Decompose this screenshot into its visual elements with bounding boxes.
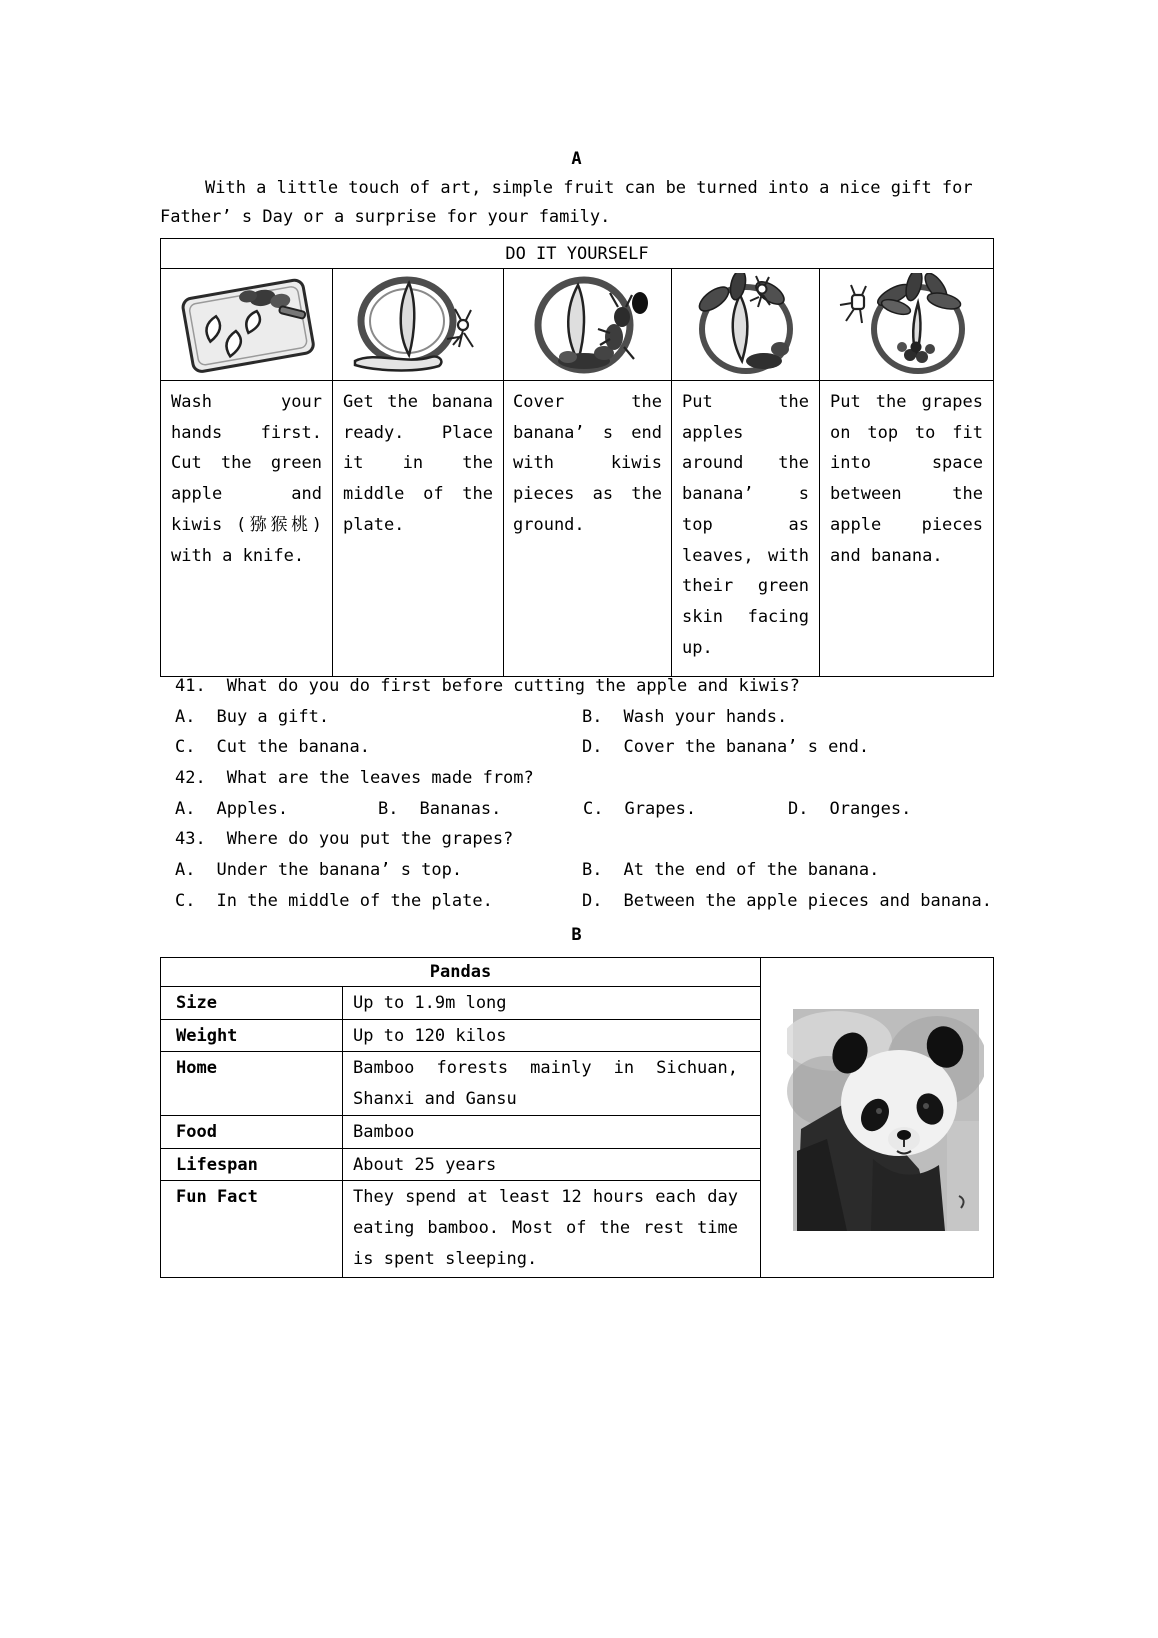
option-43-b: B. At the end of the banana. [582,860,880,881]
option-42-a: A. Apples. [175,798,289,819]
banana-on-plate-sketch [333,273,503,377]
pandas-table [160,957,994,1278]
pandas-row-value: Up to 120 kilos [343,1019,761,1052]
option-43-c: C. In the middle of the plate. [175,890,493,911]
pandas-row-value: They spend at least 12 hours each day eating bamboo. Most of the rest time is spent sleeping. [343,1181,761,1278]
option-42-d: D. Oranges. [788,798,912,819]
option-43-d: D. Between the apple pieces and banana. [582,890,992,911]
questions-block [160,671,993,917]
section-b-label: B [571,925,582,945]
question-41-stem: 41. What do you do first before cutting the apple and kiwis? [160,671,993,702]
diy-table [160,238,994,677]
diy-step-1-image-cell [161,269,333,381]
option-41-c: C. Cut the banana. [175,737,371,758]
diy-step-5-text: Put the grapes on top to fit into space between the apple pieces and banana. [820,381,994,677]
apple-leaves-sketch [672,273,819,377]
cut-fruit-on-board-sketch [161,273,332,377]
option-41-b: B. Wash your hands. [582,706,788,727]
pandas-row-value: Up to 1.9m long [343,987,761,1020]
question-43-options-cd [160,886,993,917]
panda-photo [761,1001,993,1238]
question-43-options-ab [160,855,993,886]
intro-paragraph [160,174,993,232]
intro-line-2: Father’ s Day or a surprise for your family. [160,207,611,227]
pandas-row-label: Lifespan [161,1148,343,1181]
pandas-row-value: About 25 years [343,1148,761,1181]
question-number: 42. [175,768,206,789]
question-42-options [160,794,993,825]
diy-step-4-image-cell [672,269,820,381]
pandas-row-label: Fun Fact [161,1181,343,1278]
section-a-label: A [571,149,582,169]
diy-image-row [161,269,994,381]
question-number: 41. [175,676,206,696]
option-42-c: C. Grapes. [583,798,697,819]
pandas-row-label: Home [161,1052,343,1115]
intro-line-1: With a little touch of art, simple fruit can be turned into a nice gift for [205,178,973,198]
diy-step-1-text: Wash your hands first. Cut the green apple and kiwis (猕猴桃) with a knife. [161,381,333,677]
diy-step-3-text: Cover the banana’ s end with kiwis pieces as the ground. [504,381,672,677]
diy-text-row [161,381,994,677]
diy-step-3-image-cell [504,269,672,381]
diy-step-4-text: Put the apples around the banana’ s top as leaves, with their green skin facing up. [672,381,820,677]
pandas-row-value: Bamboo forests mainly in Sichuan, Shanxi and Gansu [343,1052,761,1115]
question-41-options-ab [160,702,993,733]
panda-image-cell [761,958,994,1278]
kiwi-pieces-ground-sketch [504,273,671,377]
pandas-table-title: Pandas [161,958,761,987]
diy-step-5-image-cell [820,269,994,381]
grape-palm-tree-sketch [820,273,993,377]
option-43-a: A. Under the banana’ s top. [175,860,463,881]
pandas-row-label: Food [161,1115,343,1148]
diy-table-title: DO IT YOURSELF [161,239,994,269]
diy-step-2-image-cell [333,269,504,381]
diy-title-row [161,239,994,269]
option-41-d: D. Cover the banana’ s end. [582,737,870,758]
option-42-b: B. Bananas. [378,798,502,819]
question-42-stem: 42. What are the leaves made from? [160,763,993,794]
pandas-title-row [161,958,994,987]
pandas-row-label: Weight [161,1019,343,1052]
pandas-row-value: Bamboo [343,1115,761,1148]
pandas-row-label: Size [161,987,343,1020]
question-41-options-cd [160,732,993,763]
question-number: 43. [175,829,206,850]
diy-step-2-text: Get the banana ready. Place it in the middle of the plate. [333,381,504,677]
option-41-a: A. Buy a gift. [175,706,330,727]
question-43-stem: 43. Where do you put the grapes? [160,824,993,855]
